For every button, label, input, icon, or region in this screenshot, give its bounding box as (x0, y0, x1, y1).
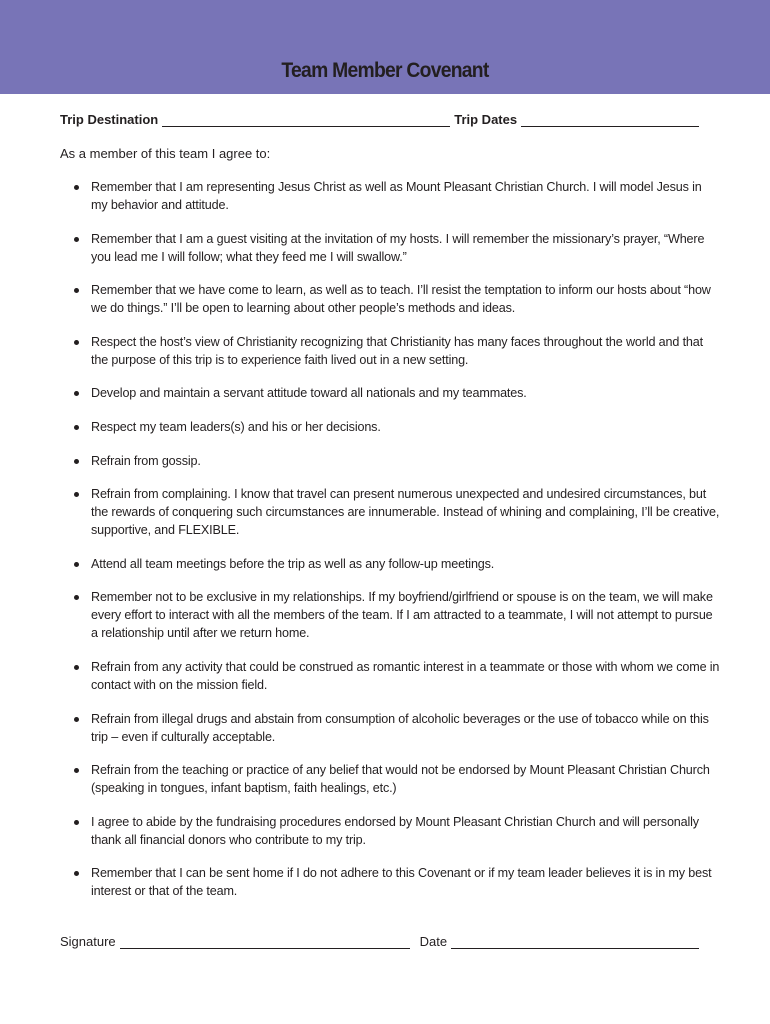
list-item (60, 230, 720, 266)
covenant-list (60, 178, 720, 916)
list-item-text: Attend all team meetings before the trip as well as any follow-up meetings. (91, 556, 495, 571)
list-item-text: Respect my team leaders(s) and his or her decisions. (91, 419, 381, 434)
bullet-icon (74, 425, 79, 430)
list-item-text: Develop and maintain a servant attitude toward all nationals and my teammates. (91, 386, 527, 401)
date-label: Date (419, 934, 448, 949)
signature-row (60, 932, 710, 952)
bullet-icon (74, 288, 79, 293)
list-item-text: I agree to abide by the fundraising procedures endorsed by Mount Pleasant Christian Church and will personally thank all financial donors who contribute to my trip. (91, 814, 699, 847)
bullet-icon (74, 871, 79, 876)
signature-label: Signature (60, 934, 116, 949)
list-item (60, 658, 720, 694)
list-item (60, 418, 720, 436)
bullet-icon (74, 562, 79, 567)
document-title: Team Member Covenant (281, 59, 489, 82)
list-item (60, 178, 720, 214)
date-field[interactable] (451, 934, 699, 949)
list-item (60, 588, 720, 642)
trip-destination-label: Trip Destination (60, 112, 159, 127)
trip-destination-field[interactable] (162, 112, 450, 127)
bullet-icon (74, 665, 79, 670)
list-item-text: Remember that I can be sent home if I do not adhere to this Covenant or if my team leader believes it is in my best interest or that of the team. (91, 866, 712, 899)
list-item-text: Refrain from illegal drugs and abstain from consumption of alcoholic beverages or the use of tobacco while on this trip – even if culturally acceptable. (91, 711, 709, 744)
trip-dates-field[interactable] (521, 112, 699, 127)
list-item (60, 281, 720, 317)
bullet-icon (74, 717, 79, 722)
list-item (60, 333, 720, 369)
list-item-text: Refrain from complaining. I know that travel can present numerous unexpected and undesired circumstances, but the rewards of conquering such circumstances are innumerable. Instead of whining and complaining, I’ll be creative, supportive, and FLEXIBLE. (91, 487, 720, 538)
bullet-icon (74, 820, 79, 825)
list-item (60, 710, 720, 746)
list-item (60, 555, 720, 573)
bullet-icon (74, 459, 79, 464)
trip-info-row (60, 110, 710, 130)
list-item-text: Respect the host’s view of Christianity recognizing that Christianity has many faces throughout the world and that the purpose of this trip is to experience faith lived out in a new setting. (91, 334, 703, 367)
bullet-icon (74, 185, 79, 190)
intro-text: As a member of this team I agree to: (60, 146, 271, 161)
list-item (60, 384, 720, 402)
list-item-text: Remember that I am representing Jesus Christ as well as Mount Pleasant Christian Church. I will model Jesus in my behavior and attitude. (91, 180, 702, 212)
list-item-text: Remember not to be exclusive in my relationships. If my boyfriend/girlfriend or spouse is on the team, we will make every effort to interact with all the members of the team. If I am attracted to a teammate, I will not attempt to pursue a relationship until after we return home. (91, 590, 713, 641)
list-item (60, 761, 720, 797)
list-item (60, 452, 720, 470)
bullet-icon (74, 595, 79, 600)
list-item-text: Remember that we have come to learn, as well as to teach. I’ll resist the temptation to inform our hosts about “how we do things.” I’ll be open to learning about other people’s methods and ideas. (91, 283, 711, 316)
list-item-text: Refrain from gossip. (91, 453, 201, 468)
bullet-icon (74, 340, 79, 345)
bullet-icon (74, 391, 79, 396)
bullet-icon (74, 237, 79, 242)
list-item-text: Refrain from the teaching or practice of any belief that would not be endorsed by Mount Pleasant Christian Church (speaking in tongues, infant baptism, faith healings, etc.) (91, 763, 710, 796)
list-item (60, 485, 720, 539)
trip-dates-label: Trip Dates (454, 112, 518, 127)
list-item-text: Remember that I am a guest visiting at the invitation of my hosts. I will remember the missionary’s prayer, “Where you lead me I will follow; what they feed me I will swallow.” (91, 231, 705, 264)
list-item (60, 813, 720, 849)
bullet-icon (74, 492, 79, 497)
signature-field[interactable] (120, 934, 410, 949)
list-item-text: Refrain from any activity that could be construed as romantic interest in a teammate or those with whom we come in contact with on the mission field. (91, 659, 720, 692)
bullet-icon (74, 768, 79, 773)
list-item (60, 864, 720, 900)
